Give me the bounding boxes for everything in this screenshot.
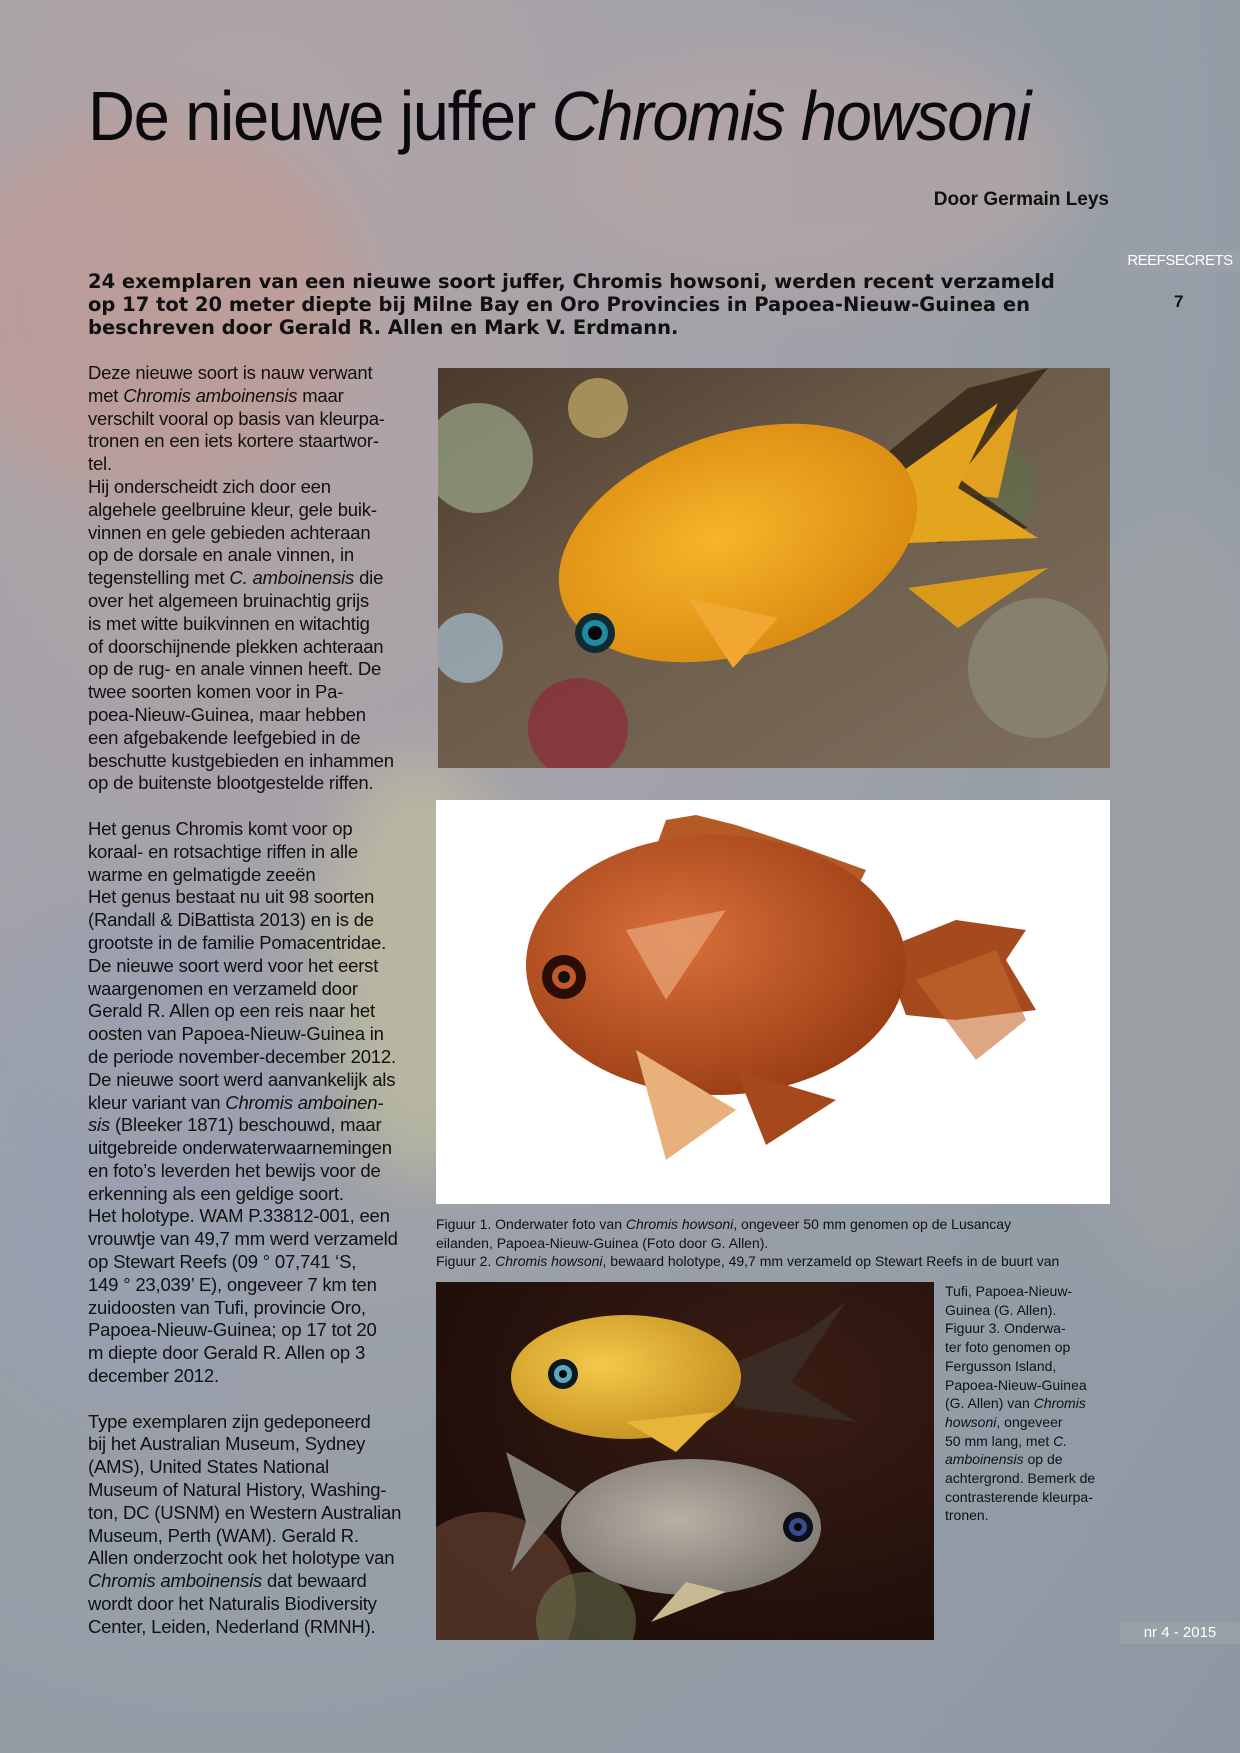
- figure-3-photo: [436, 1282, 934, 1640]
- figure-1-photo: [438, 368, 1110, 768]
- body-paragraph-3: Het genus Chromis komt voor op koraal- en rotsachtige riffen in alle warme en gelmatigde zeeën Het genus bestaat nu uit 98 soorten (Randall & DiBattista 2013) en is de grootste in de familie Pomacentridae. De nieuwe soort werd voor het eerst waargenomen en verzameld door Gerald R. Allen op een reis naar het oosten van Papoea-Nieuw-Guinea in de periode november-december 2012. De nieuwe soort werd aanvankelijk als kleur variant van Chromis amboinen- sis (Bleeker 1871) beschouwd, maar uitgebreide onderwaterwaarnemingen en foto’s leverden het bewijs voor de erkenning als een geldige soort. Het holotype. WAM P.33812-001, een vrouwtje van 49,7 mm werd verzameld op Stewart Reefs (09 ° 07,741 ‘S, 149 ° 23,039’ E), ongeveer 7 km ten zuidoosten van Tufi, provincie Oro, Papoea-Nieuw-Guinea; op 17 tot 20 m diepte door Gerald R. Allen op 3 december 2012.: [88, 817, 398, 1387]
- figure-1-caption-line-2: eilanden, Papoea-Nieuw-Guinea (Foto door G. Allen).: [436, 1234, 769, 1251]
- article-title: De nieuwe juffer Chromis howsoni: [88, 77, 1030, 155]
- body-paragraph-4: Type exemplaren zijn gedeponeerd bij het Australian Museum, Sydney (AMS), United States National Museum of Natural History, Washing- ton, DC (USNM) en Western Australian Museum, Perth (WAM). Gerald R. Allen onderzocht ook het holotype van Chromis amboinensis dat bewaard wordt door het Naturalis Biodiversity Center, Leiden, Nederland (RMNH).: [88, 1410, 402, 1637]
- issue-number-tag: nr 4 - 2015: [1120, 1622, 1240, 1644]
- article-body: [88, 362, 418, 1639]
- figure-3-caption: Tufi, Papoea-Nieuw- Guinea (G. Allen). Figuur 3. Onderwa- ter foto genomen op Fergusson Island, Papoea-Nieuw-Guinea (G. Allen) van Chromis howsoni, ongeveer 50 mm lang, met C. amboinensis op de achtergrond. Bemerk de contrasterende kleurpa- tronen.: [945, 1283, 1096, 1524]
- magazine-name-tag: REEFSECRETS: [1120, 250, 1240, 272]
- figure-1-caption-line-1: Figuur 1. Onderwater foto van Chromis howsoni, ongeveer 50 mm genomen op de Lusancay: [436, 1216, 1012, 1232]
- body-paragraph-2: Hij onderscheidt zich door een algehele geelbruine kleur, gele buik- vinnen en gele gebieden achteraan op de dorsale en anale vinnen, in tegenstelling met C. amboinensis die over het algemeen bruinachtig grijs is met witte buikvinnen en witachtig of doorschijnende plekken achteraan op de rug- en anale vinnen heeft. De twee soorten komen voor in Pa- poea-Nieuw-Guinea, maar hebben een afgebakende leefgebied in de beschutte kustgebieden en inhammen op de buitenste blootgestelde riffen.: [88, 475, 394, 794]
- body-paragraph-1: Deze nieuwe soort is nauw verwant met Chromis amboinensis maar verschilt vooral op basis van kleurpa- tronen en een iets kortere staartwor- tel.: [88, 362, 385, 475]
- byline: Door Germain Leys: [933, 189, 1109, 210]
- intro-paragraph: 24 exemplaren van een nieuwe soort juffer, Chromis howsoni, werden recent verzameld op 17 tot 20 meter diepte bij Milne Bay en Oro Provincies in Papoea-Nieuw-Guinea en beschreven door Gerald R. Allen en Mark V. Erdmann.: [88, 270, 1055, 339]
- page-number: 7: [1174, 292, 1184, 311]
- figure-caption: [436, 1215, 1112, 1271]
- figure-2-photo: [436, 800, 1110, 1204]
- figure-2-caption-line-1: Figuur 2. Chromis howsoni, bewaard holotype, 49,7 mm verzameld op Stewart Reefs in de buurt van: [436, 1253, 1060, 1269]
